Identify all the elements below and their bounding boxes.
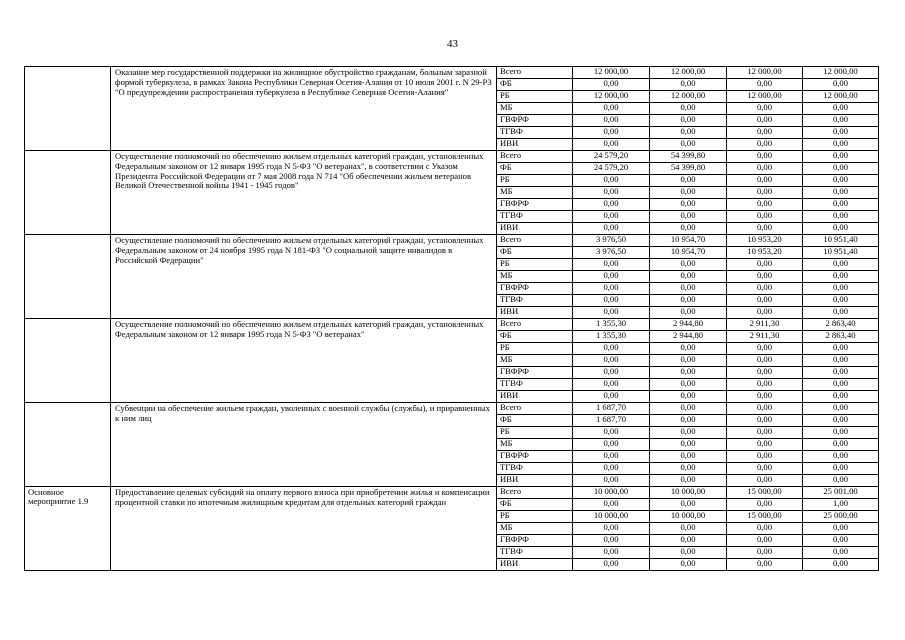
amount-cell: 12 000,00: [727, 91, 803, 103]
amount-cell: 0,00: [727, 163, 803, 175]
amount-cell: 0,00: [573, 535, 650, 547]
amount-cell: 0,00: [803, 103, 879, 115]
funding-source-cell: ТГВФ: [497, 295, 573, 307]
amount-cell: 0,00: [573, 175, 650, 187]
amount-cell: 2 863,40: [803, 331, 879, 343]
amount-cell: 0,00: [803, 343, 879, 355]
amount-cell: 54 399,80: [650, 163, 727, 175]
amount-cell: 12 000,00: [573, 67, 650, 79]
activity-label-cell: [25, 151, 111, 235]
funding-source-cell: ИВИ: [497, 475, 573, 487]
amount-cell: 0,00: [650, 115, 727, 127]
amount-cell: 0,00: [803, 259, 879, 271]
funding-source-cell: Всего: [497, 67, 573, 79]
amount-cell: 0,00: [573, 199, 650, 211]
amount-cell: 0,00: [727, 391, 803, 403]
amount-cell: 0,00: [573, 379, 650, 391]
amount-cell: 0,00: [803, 163, 879, 175]
amount-cell: 0,00: [803, 355, 879, 367]
amount-cell: 0,00: [803, 295, 879, 307]
amount-cell: 0,00: [727, 475, 803, 487]
amount-cell: 0,00: [727, 283, 803, 295]
funding-source-cell: ИВИ: [497, 223, 573, 235]
activity-description-cell: Осуществление полномочий по обеспечению жильем отдельных категорий граждан, установленных Федеральным законом от 12 января 1995 года N 5-ФЗ "О ветеранах", в соответствии с Указом Президента Российской Федерации от 7 мая 2008 года N 714 "Об обеспечении жильем ветеранов Великой Отечественной войны 1941 - 1945 годов": [111, 151, 497, 235]
funding-source-cell: ТГВФ: [497, 379, 573, 391]
funding-source-cell: ФБ: [497, 499, 573, 511]
amount-cell: 0,00: [573, 127, 650, 139]
amount-cell: 1 687,70: [573, 415, 650, 427]
amount-cell: 10 000,00: [650, 487, 727, 499]
amount-cell: 0,00: [650, 535, 727, 547]
amount-cell: 0,00: [803, 175, 879, 187]
amount-cell: 0,00: [650, 559, 727, 571]
amount-cell: 0,00: [727, 415, 803, 427]
amount-cell: 0,00: [727, 343, 803, 355]
amount-cell: 0,00: [803, 115, 879, 127]
activity-description-cell: Оказание мер государственной поддержки на жилищное обустройство гражданам, больным заразной формой туберкулеза, в рамках Закона Республики Северная Осетия-Алания от 10 июля 2001 г. N 29-РЗ "О предупреждении распространения туберкулеза в Республике Северная Осетия-Алания": [111, 67, 497, 151]
funding-source-cell: РБ: [497, 91, 573, 103]
amount-cell: 0,00: [727, 127, 803, 139]
amount-cell: 12 000,00: [727, 67, 803, 79]
amount-cell: 25 001,00: [803, 487, 879, 499]
amount-cell: 2 911,30: [727, 331, 803, 343]
amount-cell: 0,00: [803, 523, 879, 535]
amount-cell: 0,00: [650, 379, 727, 391]
amount-cell: 0,00: [803, 367, 879, 379]
amount-cell: 0,00: [803, 211, 879, 223]
amount-cell: 0,00: [727, 307, 803, 319]
funding-source-cell: ФБ: [497, 163, 573, 175]
amount-cell: 12 000,00: [803, 91, 879, 103]
activity-label-cell: Основное мероприятие 1.9: [25, 487, 111, 571]
funding-source-cell: ИВИ: [497, 307, 573, 319]
funding-source-cell: ГВФРФ: [497, 367, 573, 379]
amount-cell: 0,00: [803, 199, 879, 211]
amount-cell: 0,00: [727, 139, 803, 151]
amount-cell: 0,00: [573, 427, 650, 439]
funding-source-cell: МБ: [497, 523, 573, 535]
amount-cell: 1 355,30: [573, 319, 650, 331]
amount-cell: 1,00: [803, 499, 879, 511]
amount-cell: 0,00: [727, 211, 803, 223]
amount-cell: 0,00: [803, 391, 879, 403]
amount-cell: 0,00: [803, 139, 879, 151]
amount-cell: 0,00: [573, 79, 650, 91]
amount-cell: 2 911,30: [727, 319, 803, 331]
funding-source-cell: ФБ: [497, 331, 573, 343]
amount-cell: 0,00: [803, 283, 879, 295]
amount-cell: 10 000,00: [650, 511, 727, 523]
amount-cell: 0,00: [727, 259, 803, 271]
activity-label-cell: [25, 319, 111, 403]
activity-description-cell: Предоставление целевых субсидий на оплату первого взноса при приобретении жилья и компенсации процентной ставки по ипотечным жилищным кредитам для отдельных категорий граждан: [111, 487, 497, 571]
amount-cell: 0,00: [573, 367, 650, 379]
funding-source-cell: МБ: [497, 103, 573, 115]
amount-cell: 0,00: [650, 127, 727, 139]
funding-source-cell: РБ: [497, 427, 573, 439]
amount-cell: 0,00: [650, 283, 727, 295]
table-row: [25, 403, 879, 415]
amount-cell: 0,00: [803, 535, 879, 547]
amount-cell: 0,00: [727, 199, 803, 211]
funding-source-cell: РБ: [497, 511, 573, 523]
amount-cell: 12 000,00: [650, 67, 727, 79]
amount-cell: 10 000,00: [573, 511, 650, 523]
amount-cell: 0,00: [573, 307, 650, 319]
table-row: [25, 67, 879, 79]
amount-cell: 0,00: [727, 151, 803, 163]
amount-cell: 0,00: [573, 223, 650, 235]
funding-source-cell: ИВИ: [497, 391, 573, 403]
funding-source-cell: ТГВФ: [497, 211, 573, 223]
amount-cell: 0,00: [803, 475, 879, 487]
amount-cell: 24 579,20: [573, 151, 650, 163]
amount-cell: 0,00: [573, 139, 650, 151]
activity-label-cell: [25, 403, 111, 487]
funding-source-cell: Всего: [497, 487, 573, 499]
amount-cell: 0,00: [650, 547, 727, 559]
funding-source-cell: МБ: [497, 355, 573, 367]
amount-cell: 0,00: [803, 547, 879, 559]
activity-description-cell: Осуществление полномочий по обеспечению жильем отдельных категорий граждан, установленных Федеральным законом от 12 января 1995 года N 5-ФЗ "О ветеранах": [111, 319, 497, 403]
amount-cell: 0,00: [803, 379, 879, 391]
amount-cell: 0,00: [650, 403, 727, 415]
amount-cell: 12 000,00: [573, 91, 650, 103]
table-row: [25, 235, 879, 247]
amount-cell: 0,00: [573, 343, 650, 355]
amount-cell: 0,00: [727, 223, 803, 235]
amount-cell: 0,00: [727, 187, 803, 199]
page-number: 43: [447, 38, 458, 50]
activity-description-cell: Субвенции на обеспечение жильем граждан, уволенных с военной службы (службы), и приравненных к ним лиц: [111, 403, 497, 487]
amount-cell: 10 951,40: [803, 235, 879, 247]
amount-cell: 0,00: [650, 475, 727, 487]
amount-cell: 25 000,00: [803, 511, 879, 523]
amount-cell: 0,00: [573, 103, 650, 115]
funding-source-cell: Всего: [497, 151, 573, 163]
amount-cell: 0,00: [650, 103, 727, 115]
amount-cell: 0,00: [803, 127, 879, 139]
amount-cell: 0,00: [650, 367, 727, 379]
amount-cell: 0,00: [727, 499, 803, 511]
amount-cell: 0,00: [573, 439, 650, 451]
funding-source-cell: МБ: [497, 439, 573, 451]
amount-cell: 0,00: [573, 523, 650, 535]
amount-cell: 0,00: [803, 559, 879, 571]
funding-source-cell: ГВФРФ: [497, 451, 573, 463]
amount-cell: 12 000,00: [650, 91, 727, 103]
amount-cell: 0,00: [650, 355, 727, 367]
amount-cell: 0,00: [727, 367, 803, 379]
amount-cell: 0,00: [727, 439, 803, 451]
amount-cell: 2 863,40: [803, 319, 879, 331]
amount-cell: 24 579,20: [573, 163, 650, 175]
amount-cell: 0,00: [727, 463, 803, 475]
amount-cell: 0,00: [727, 427, 803, 439]
amount-cell: 0,00: [803, 415, 879, 427]
funding-source-cell: МБ: [497, 187, 573, 199]
amount-cell: 0,00: [727, 103, 803, 115]
amount-cell: 10 951,40: [803, 247, 879, 259]
amount-cell: 0,00: [727, 523, 803, 535]
amount-cell: 0,00: [650, 175, 727, 187]
amount-cell: 0,00: [803, 223, 879, 235]
funding-source-cell: ТГВФ: [497, 127, 573, 139]
amount-cell: 0,00: [650, 223, 727, 235]
amount-cell: 0,00: [727, 403, 803, 415]
amount-cell: 0,00: [650, 427, 727, 439]
amount-cell: 15 000,00: [727, 511, 803, 523]
amount-cell: 2 944,80: [650, 331, 727, 343]
funding-source-cell: ГВФРФ: [497, 115, 573, 127]
funding-source-cell: ГВФРФ: [497, 283, 573, 295]
amount-cell: 0,00: [727, 355, 803, 367]
funding-source-cell: Всего: [497, 319, 573, 331]
amount-cell: 10 953,20: [727, 235, 803, 247]
amount-cell: 0,00: [727, 175, 803, 187]
amount-cell: 0,00: [573, 475, 650, 487]
amount-cell: 0,00: [650, 199, 727, 211]
amount-cell: 0,00: [803, 307, 879, 319]
amount-cell: 0,00: [650, 343, 727, 355]
funding-source-cell: МБ: [497, 271, 573, 283]
amount-cell: 12 000,00: [803, 67, 879, 79]
activity-label-cell: [25, 235, 111, 319]
amount-cell: 3 976,50: [573, 247, 650, 259]
amount-cell: 0,00: [573, 547, 650, 559]
amount-cell: 1 355,30: [573, 331, 650, 343]
funding-source-cell: ФБ: [497, 79, 573, 91]
amount-cell: 0,00: [650, 211, 727, 223]
funding-source-cell: ИВИ: [497, 559, 573, 571]
amount-cell: 0,00: [573, 259, 650, 271]
funding-source-cell: РБ: [497, 259, 573, 271]
amount-cell: 0,00: [573, 355, 650, 367]
amount-cell: 0,00: [727, 451, 803, 463]
funding-source-cell: ФБ: [497, 415, 573, 427]
amount-cell: 3 976,50: [573, 235, 650, 247]
activity-label-cell: [25, 67, 111, 151]
amount-cell: 15 000,00: [727, 487, 803, 499]
amount-cell: 0,00: [727, 547, 803, 559]
amount-cell: 0,00: [650, 139, 727, 151]
amount-cell: 10 954,70: [650, 247, 727, 259]
amount-cell: 0,00: [803, 439, 879, 451]
amount-cell: 0,00: [650, 499, 727, 511]
amount-cell: 0,00: [573, 559, 650, 571]
amount-cell: 0,00: [803, 427, 879, 439]
amount-cell: 0,00: [573, 451, 650, 463]
amount-cell: 0,00: [727, 295, 803, 307]
amount-cell: 0,00: [650, 307, 727, 319]
funding-source-cell: Всего: [497, 235, 573, 247]
funding-source-cell: РБ: [497, 343, 573, 355]
amount-cell: 0,00: [573, 463, 650, 475]
amount-cell: 0,00: [650, 415, 727, 427]
amount-cell: 0,00: [573, 283, 650, 295]
amount-cell: 0,00: [727, 379, 803, 391]
amount-cell: 10 953,20: [727, 247, 803, 259]
amount-cell: 0,00: [727, 115, 803, 127]
amount-cell: 0,00: [650, 463, 727, 475]
amount-cell: 0,00: [650, 295, 727, 307]
amount-cell: 0,00: [573, 115, 650, 127]
amount-cell: 0,00: [803, 451, 879, 463]
amount-cell: 10 000,00: [573, 487, 650, 499]
activity-description-cell: Осуществление полномочий по обеспечению жильем отдельных категорий граждан, установленных Федеральным законом от 24 ноября 1995 года N 181-ФЗ "О социальной защите инвалидов в Российской Федерации": [111, 235, 497, 319]
funding-source-cell: ТГВФ: [497, 463, 573, 475]
amount-cell: 0,00: [650, 271, 727, 283]
amount-cell: 0,00: [803, 151, 879, 163]
funding-source-cell: ИВИ: [497, 139, 573, 151]
amount-cell: 0,00: [727, 559, 803, 571]
funding-table: [24, 66, 879, 571]
funding-source-cell: РБ: [497, 175, 573, 187]
table-row: [25, 319, 879, 331]
amount-cell: 0,00: [803, 271, 879, 283]
amount-cell: 0,00: [573, 187, 650, 199]
amount-cell: 0,00: [573, 295, 650, 307]
table-row: [25, 151, 879, 163]
amount-cell: 0,00: [727, 271, 803, 283]
amount-cell: 0,00: [803, 403, 879, 415]
amount-cell: 54 399,80: [650, 151, 727, 163]
amount-cell: 0,00: [573, 499, 650, 511]
funding-source-cell: ГВФРФ: [497, 199, 573, 211]
amount-cell: 0,00: [803, 463, 879, 475]
amount-cell: 0,00: [573, 391, 650, 403]
funding-source-cell: Всего: [497, 403, 573, 415]
amount-cell: 0,00: [650, 439, 727, 451]
funding-source-cell: ТГВФ: [497, 547, 573, 559]
amount-cell: 0,00: [650, 391, 727, 403]
amount-cell: 0,00: [573, 271, 650, 283]
amount-cell: 0,00: [650, 187, 727, 199]
funding-source-cell: ГВФРФ: [497, 535, 573, 547]
amount-cell: 1 687,70: [573, 403, 650, 415]
amount-cell: 0,00: [573, 211, 650, 223]
amount-cell: 0,00: [727, 535, 803, 547]
amount-cell: 0,00: [650, 259, 727, 271]
amount-cell: 0,00: [650, 79, 727, 91]
amount-cell: 0,00: [803, 79, 879, 91]
table-row: [25, 487, 879, 499]
amount-cell: 0,00: [650, 523, 727, 535]
funding-source-cell: ФБ: [497, 247, 573, 259]
amount-cell: 10 954,70: [650, 235, 727, 247]
amount-cell: 2 944,80: [650, 319, 727, 331]
amount-cell: 0,00: [803, 187, 879, 199]
amount-cell: 0,00: [727, 79, 803, 91]
amount-cell: 0,00: [650, 451, 727, 463]
